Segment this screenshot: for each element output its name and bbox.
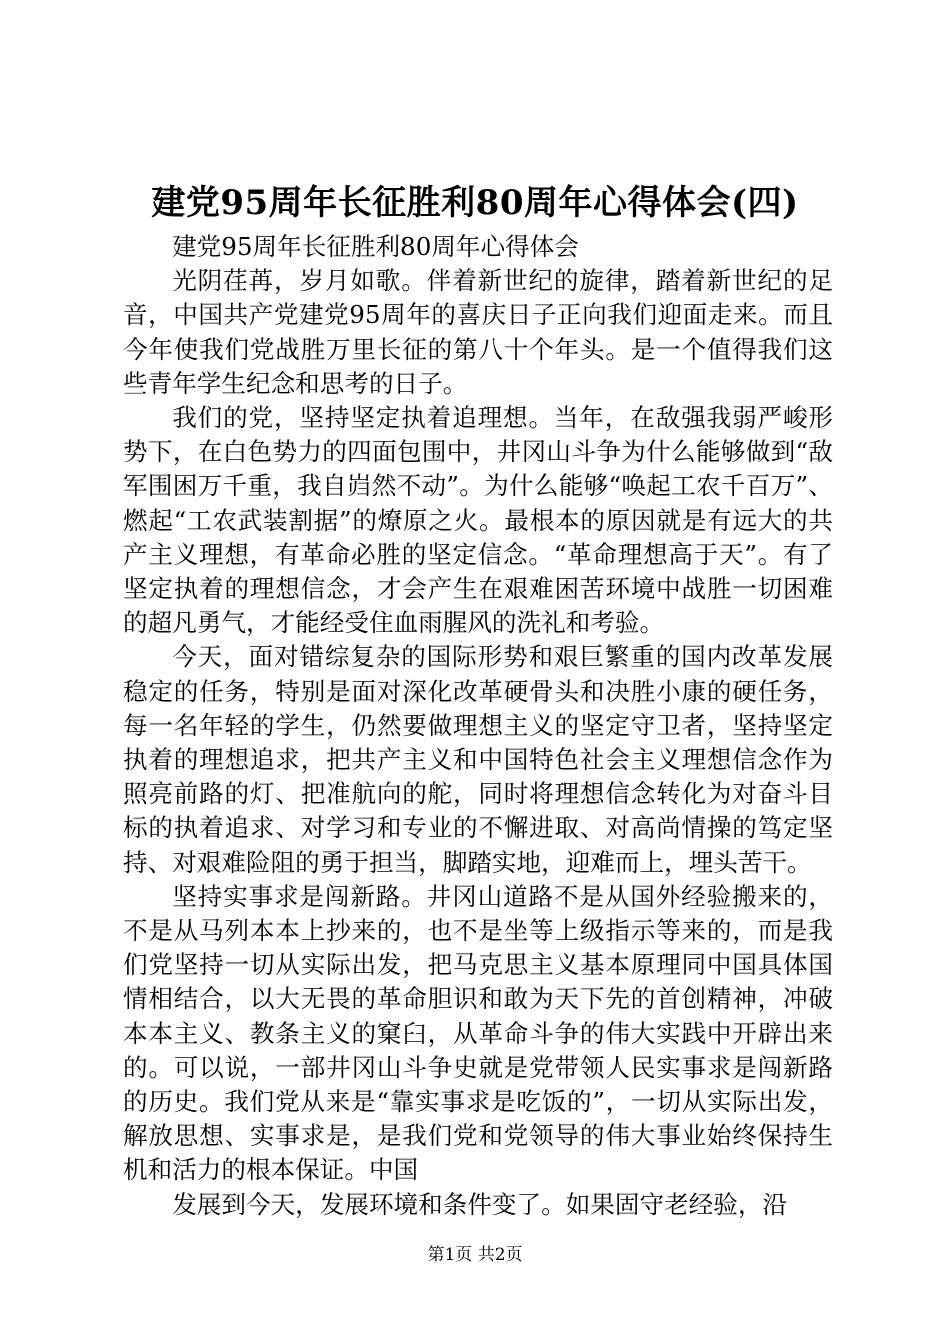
paragraph: 今天，面对错综复杂的国际形势和艰巨繁重的国内改革发展稳定的任务，特别是面对深化改革硬骨头和决胜小康的硬任务，每一名年轻的学生，仍然要做理想主义的坚定守卫者，坚持坚定执着的理想追求，把共产主义和中国特色社会主义理想信念作为照亮前路的灯、把准航向的舵，同时将理想信念转化为对奋斗目标的执着追求、对学习和专业的不懈进取、对高尚情操的笃定坚持、对艰难险阻的勇于担当，脚踏实地，迎难而上，埋头苦干。 <box>123 642 833 877</box>
document-subtitle: 建党95周年长征胜利80周年心得体会 <box>172 232 579 261</box>
document-body <box>123 230 833 1222</box>
page-title: 建党95周年长征胜利80周年心得体会(四) <box>151 183 799 223</box>
paragraph: 光阴荏苒，岁月如歌。伴着新世纪的旋律，踏着新世纪的足音，中国共产党建党95周年的喜庆日子正向我们迎面走来。而且今年使我们党战胜万里长征的第八十个年头。是一个值得我们这些青年学生纪念和思考的日子。 <box>123 266 833 398</box>
paragraph: 坚持实事求是闯新路。井冈山道路不是从国外经验搬来的，不是从马列本本上抄来的，也不是坐等上级指示等来的，而是我们党坚持一切从实际出发，把马克思主义基本原理同中国具体国情相结合，以大无畏的革命胆识和敢为天下先的首创精神，冲破本本主义、教条主义的窠臼，从革命斗争的伟大实践中开辟出来的。可以说，一部井冈山斗争史就是党带领人民实事求是闯新路的历史。我们党从来是“靠实事求是吃饭的”，一切从实际出发，解放思想、实事求是，是我们党和党领导的伟大事业始终保持生机和活力的根本保证。中国 <box>123 881 833 1185</box>
page-footer: 第1页 共2页 <box>427 1245 523 1265</box>
paragraph: 发展到今天，发展环境和条件变了。如果固守老经验，沿 <box>172 1189 788 1219</box>
paragraph: 我们的党，坚持坚定执着追理想。当年，在敌强我弱严峻形势下，在白色势力的四面包围中，井冈山斗争为什么能够做到“敌军围困万千重，我自岿然不动”。为什么能够“唤起工农千百万”、燃起“工农武装割据”的燎原之火。最根本的原因就是有远大的共产主义理想，有革命必胜的坚定信念。“革命理想高于天”。有了坚定执着的理想信念，才会产生在艰难困苦环境中战胜一切困难的超凡勇气，才能经受住血雨腥风的洗礼和考验。 <box>123 403 833 638</box>
